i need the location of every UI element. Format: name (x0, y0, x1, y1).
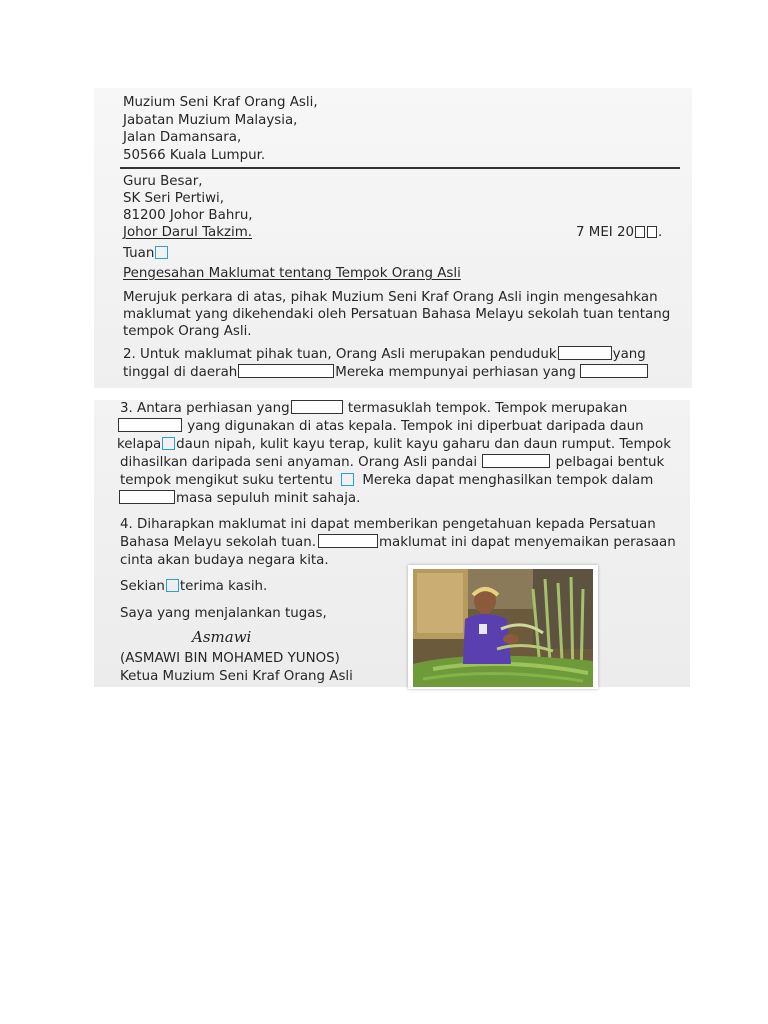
para3-text-b: termasuklah tempok. Tempok merupakan (347, 401, 628, 416)
closing-line-2: Saya yang menjalankan tugas, (120, 606, 327, 621)
para2-text-b: yang (612, 347, 646, 362)
blank-antara[interactable] (291, 400, 343, 414)
para4-text-a: Bahasa Melayu sekolah tuan. (120, 535, 316, 550)
date-blank-2[interactable] (647, 226, 657, 238)
recipient-line-2: SK Seri Pertiwi, (123, 191, 224, 206)
salutation-punct-box[interactable] (155, 246, 168, 259)
recipient-line-3: 81200 Johor Bahru, (123, 208, 253, 223)
sekian-text: Sekian (120, 579, 165, 594)
sender-line-1: Muzium Seni Kraf Orang Asli, (123, 95, 318, 110)
blank-tuan[interactable] (318, 534, 378, 548)
salutation-text: Tuan (123, 246, 155, 261)
header-divider (120, 167, 680, 169)
letter-subject: Pengesahan Maklumat tentang Tempok Orang Asli (123, 266, 461, 281)
sender-line-3: Jalan Damansara, (123, 130, 242, 145)
date-blank-1[interactable] (635, 226, 645, 238)
para1-line-1: Merujuk perkara di atas, pihak Muzium Seni Kraf Orang Asli ingin mengesahkan (123, 290, 658, 305)
blank-perhiasan[interactable] (580, 364, 648, 378)
blank-dalam[interactable] (119, 490, 175, 504)
para3-line-6 (118, 490, 360, 507)
blank-merupakan[interactable] (118, 418, 182, 432)
sekian-punct-box[interactable] (166, 579, 179, 592)
para3-line-1 (120, 400, 627, 417)
para3-line-2 (120, 418, 644, 435)
letter-date (576, 224, 662, 241)
para3-text-d: kelapa (117, 437, 162, 452)
kelapa-punct-box[interactable] (162, 437, 175, 450)
signatory-title: Ketua Muzium Seni Kraf Orang Asli (120, 669, 353, 684)
weaving-photo-image (413, 569, 593, 687)
para4-text-b: maklumat ini dapat menyemaikan perasaan (378, 535, 676, 550)
sender-line-4: 50566 Kuala Lumpur. (123, 148, 266, 163)
para3-text-c: yang digunakan di atas kepala. Tempok ini diperbuat daripada daun (187, 419, 644, 434)
para1-line-2: maklumat yang dikehendaki oleh Persatuan Bahasa Melayu sekolah tuan tentang (123, 307, 671, 322)
para2-text-d: Mereka mempunyai perhiasan yang (335, 365, 576, 380)
para3-line-4 (120, 454, 664, 471)
weaving-photo (408, 565, 598, 689)
para1-line-3: tempok Orang Asli. (123, 324, 252, 339)
terima-kasih-text: terima kasih. (179, 579, 268, 594)
para2-line-1 (123, 346, 646, 363)
para3-text-i: Mereka dapat menghasilkan tempok dalam (362, 473, 654, 488)
para2-line-2 (123, 364, 649, 381)
recipient-line-4: Johor Darul Takzim. (123, 225, 253, 240)
suku-punct-box[interactable] (341, 473, 354, 486)
para3-line-3 (117, 436, 671, 453)
signatory-name: (ASMAWI BIN MOHAMED YUNOS) (120, 651, 340, 666)
letter-page-bottom (94, 400, 690, 687)
para3-text-g: pelbagai bentuk (555, 455, 665, 470)
date-end: . (658, 225, 663, 240)
para2-text-c: tinggal di daerah (123, 365, 238, 380)
para4-line-3: cinta akan budaya negara kita. (120, 553, 329, 568)
para3-text-a: 3. Antara perhiasan yang (120, 401, 290, 416)
letter-page-top (94, 88, 692, 388)
signature: Asmawi (192, 628, 252, 646)
para3-line-5 (120, 472, 653, 489)
blank-pandai[interactable] (482, 454, 550, 468)
sender-line-2: Jabatan Muzium Malaysia, (123, 113, 298, 128)
blank-penduduk[interactable] (558, 346, 612, 360)
date-text: 7 MEI 20 (576, 225, 635, 240)
para3-text-e: daun nipah, kulit kayu terap, kulit kayu gaharu dan daun rumput. Tempok (176, 437, 672, 452)
para4-line-2 (120, 534, 676, 551)
blank-daerah[interactable] (238, 364, 334, 378)
salutation (123, 245, 169, 262)
closing-line-1 (120, 578, 267, 595)
para2-text-a: 2. Untuk maklumat pihak tuan, Orang Asli merupakan penduduk (123, 347, 557, 362)
recipient-line-1: Guru Besar, (123, 174, 203, 189)
para3-text-f: dihasilkan daripada seni anyaman. Orang Asli pandai (120, 455, 478, 470)
para3-text-h: tempok mengikut suku tertentu (120, 473, 333, 488)
para4-line-1: 4. Diharapkan maklumat ini dapat memberikan pengetahuan kepada Persatuan (120, 517, 656, 532)
para3-text-j: masa sepuluh minit sahaja. (176, 491, 361, 506)
